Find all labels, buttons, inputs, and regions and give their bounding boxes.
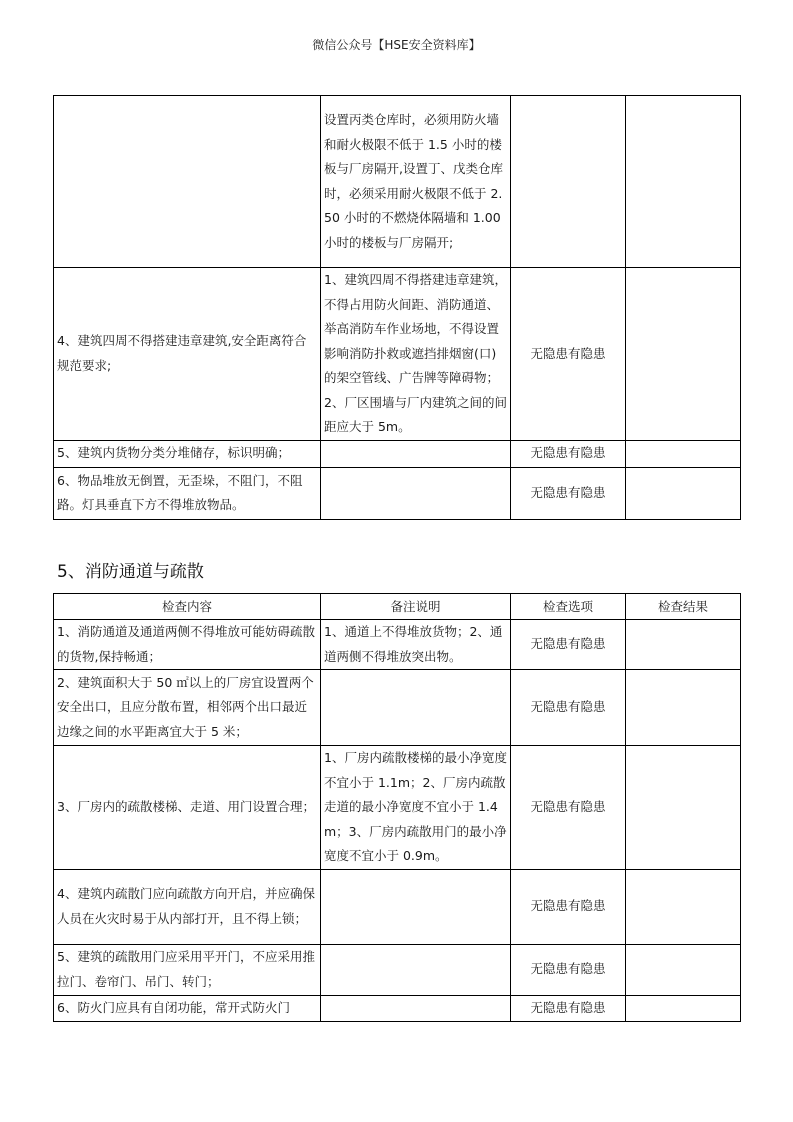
option-cell[interactable]: 无隐患有隐患 [511, 670, 626, 746]
table-row [54, 440, 741, 467]
option-cell[interactable]: 无隐患有隐患 [511, 869, 626, 944]
content-cell: 2、建筑面积大于 50 ㎡以上的厂房宜设置两个安全出口，且应分散布置，相邻两个出口最近边缘之间的水平距离宜大于 5 米； [54, 670, 321, 746]
column-header-result: 检查结果 [626, 594, 741, 620]
note-cell [321, 995, 511, 1021]
note-cell [321, 440, 511, 467]
note-cell [321, 670, 511, 746]
result-cell[interactable] [626, 746, 741, 870]
note-cell: 设置丙类仓库时，必须用防火墙和耐火极限不低于 1.5 小时的楼板与厂房隔开,设置丁、戊类仓库时，必须采用耐火极限不低于 2.50 小时的不燃烧体隔墙和 1.00 小时的楼板与厂房隔开; [321, 96, 511, 268]
result-cell[interactable] [626, 268, 741, 441]
table-row [54, 995, 741, 1021]
note-cell [321, 869, 511, 944]
column-header-option: 检查选项 [511, 594, 626, 620]
content-cell: 1、消防通道及通道两侧不得堆放可能妨碍疏散的货物,保持畅通； [54, 620, 321, 670]
table-row [54, 746, 741, 870]
table-row [54, 869, 741, 944]
content-cell: 3、厂房内的疏散楼梯、走道、用门设置合理； [54, 746, 321, 870]
content-cell [54, 96, 321, 268]
section-title: 5、消防通道与疏散 [57, 562, 204, 582]
note-cell: 1、通道上不得堆放货物；2、通道两侧不得堆放突出物。 [321, 620, 511, 670]
table-row [54, 620, 741, 670]
option-cell[interactable]: 无隐患有隐患 [511, 995, 626, 1021]
option-cell[interactable]: 无隐患有隐患 [511, 620, 626, 670]
option-cell[interactable]: 无隐患有隐患 [511, 268, 626, 441]
note-cell: 1、厂房内疏散楼梯的最小净宽度不宜小于 1.1m；2、厂房内疏散走道的最小净宽度不宜小于 1.4m；3、厂房内疏散用门的最小净宽度不宜小于 0.9m。 [321, 746, 511, 870]
table-row [54, 96, 741, 268]
table-row [54, 670, 741, 746]
result-cell[interactable] [626, 670, 741, 746]
table-row [54, 467, 741, 519]
option-cell[interactable]: 无隐患有隐患 [511, 467, 626, 519]
page-header: 微信公众号【HSE安全资料库】 [312, 38, 481, 52]
column-header-note: 备注说明 [321, 594, 511, 620]
option-cell[interactable]: 无隐患有隐患 [511, 746, 626, 870]
inspection-table-continued [53, 95, 741, 520]
option-cell[interactable] [511, 96, 626, 268]
content-cell: 5、建筑内货物分类分堆储存，标识明确； [54, 440, 321, 467]
result-cell[interactable] [626, 869, 741, 944]
column-header-content: 检查内容 [54, 594, 321, 620]
table-header-row [54, 594, 741, 620]
result-cell[interactable] [626, 620, 741, 670]
content-cell: 4、建筑四周不得搭建违章建筑,安全距离符合规范要求; [54, 268, 321, 441]
content-cell: 6、防火门应具有自闭功能，常开式防火门 [54, 995, 321, 1021]
result-cell[interactable] [626, 944, 741, 995]
result-cell[interactable] [626, 96, 741, 268]
table-row [54, 944, 741, 995]
note-cell: 1、建筑四周不得搭建违章建筑，不得占用防火间距、消防通道、举高消防车作业场地，不得设置影响消防扑救或遮挡排烟窗(口)的架空管线、广告牌等障碍物；2、厂区围墙与厂内建筑之间的间距应大于 5m。 [321, 268, 511, 441]
content-cell: 6、物品堆放无倒置，无歪垛，不阻门，不阻路。灯具垂直下方不得堆放物品。 [54, 467, 321, 519]
result-cell[interactable] [626, 440, 741, 467]
option-cell[interactable]: 无隐患有隐患 [511, 944, 626, 995]
table-row [54, 268, 741, 441]
note-cell [321, 944, 511, 995]
evacuation-inspection-table [53, 593, 741, 1022]
option-cell[interactable]: 无隐患有隐患 [511, 440, 626, 467]
result-cell[interactable] [626, 995, 741, 1021]
result-cell[interactable] [626, 467, 741, 519]
content-cell: 5、建筑的疏散用门应采用平开门，不应采用推拉门、卷帘门、吊门、转门； [54, 944, 321, 995]
note-cell [321, 467, 511, 519]
content-cell: 4、建筑内疏散门应向疏散方向开启，并应确保人员在火灾时易于从内部打开，且不得上锁； [54, 869, 321, 944]
